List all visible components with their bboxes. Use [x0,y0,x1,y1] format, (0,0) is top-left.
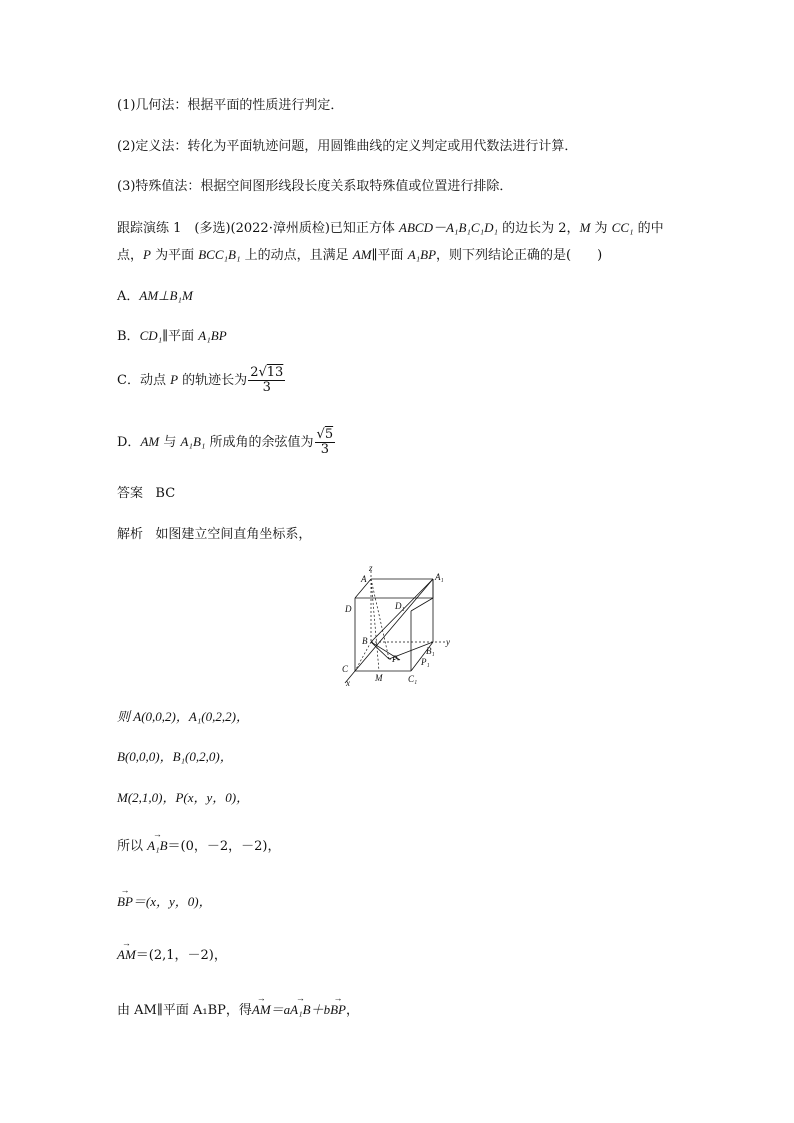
vector-am: → AM＝(2,1，－2)， [117,945,227,966]
label-c1: C₁ [408,674,418,684]
label-b: B [362,636,368,646]
coords-line-1: 则 A(0,0,2)，A₁(0,2,2)， [117,709,249,724]
option-c: C．动点 P 的轨迹长为 $\frac{2√13}{3}$ [117,365,284,395]
method-definition: (2)定义法：转化为平面轨迹问题，用圆锥曲线的定义判定或用代数法进行计算． [117,139,578,154]
label-d1: D₁ [395,601,405,611]
label-m: M [375,673,383,683]
coords-line-2: B(0,0,0)，B₁(0,2,0)， [117,749,233,764]
label-a1: A₁ [435,572,444,582]
cube-coordinate-figure [334,563,462,687]
label-z: z [369,563,373,573]
label-b1: B₁ [426,646,435,656]
label-p: P [392,654,398,664]
vector-bp: → BP＝(x，y，0)， [117,892,212,913]
problem-line-2: 点，P 为平面 BCC₁B₁ 上的动点，且满足 AM∥平面 A₁BP，则下列结论正确的是( ) [117,247,603,263]
method-special-value: (3)特殊值法：根据空间图形线段长度关系取特殊值或位置进行排除． [117,179,513,194]
option-a: A．AM⊥B₁M [117,288,193,304]
problem-line-1: 跟踪演练 1 (多选)(2022·漳州质检)已知正方体 ABCD－A₁B₁C₁D₁ 的边长为 2，M 为 CC₁ 的中 [117,220,664,236]
answer: 答案 BC [117,486,176,501]
fraction-d: $\frac{√5}{3}$ [316,427,334,457]
label-c: C [342,664,349,674]
label-x: x [346,678,350,687]
label-a: A [361,574,367,584]
label-p1: P₁ [421,657,430,667]
fraction-c: $\frac{2√13}{3}$ [250,365,284,395]
coords-line-3: M(2,1,0)，P(x，y，0)， [117,790,250,805]
option-d: D．AM 与 A₁B₁ 所成角的余弦值为 $\frac{√5}{3}$ [117,427,334,457]
vector-a1b: 所以 → A₁B＝(0，－2，－2)， [117,836,281,857]
vector-equation: 由 AM∥平面 A₁BP，得→ AM＝a→ A₁B＋b→ BP， [117,1000,359,1021]
label-d: D [345,604,352,614]
label-y: y [446,637,450,647]
analysis: 解析 如图建立空间直角坐标系， [117,527,312,542]
method-geometric: (1)几何法：根据平面的性质进行判定． [117,98,344,113]
option-b: B．CD₁∥平面 A₁BP [117,328,227,344]
